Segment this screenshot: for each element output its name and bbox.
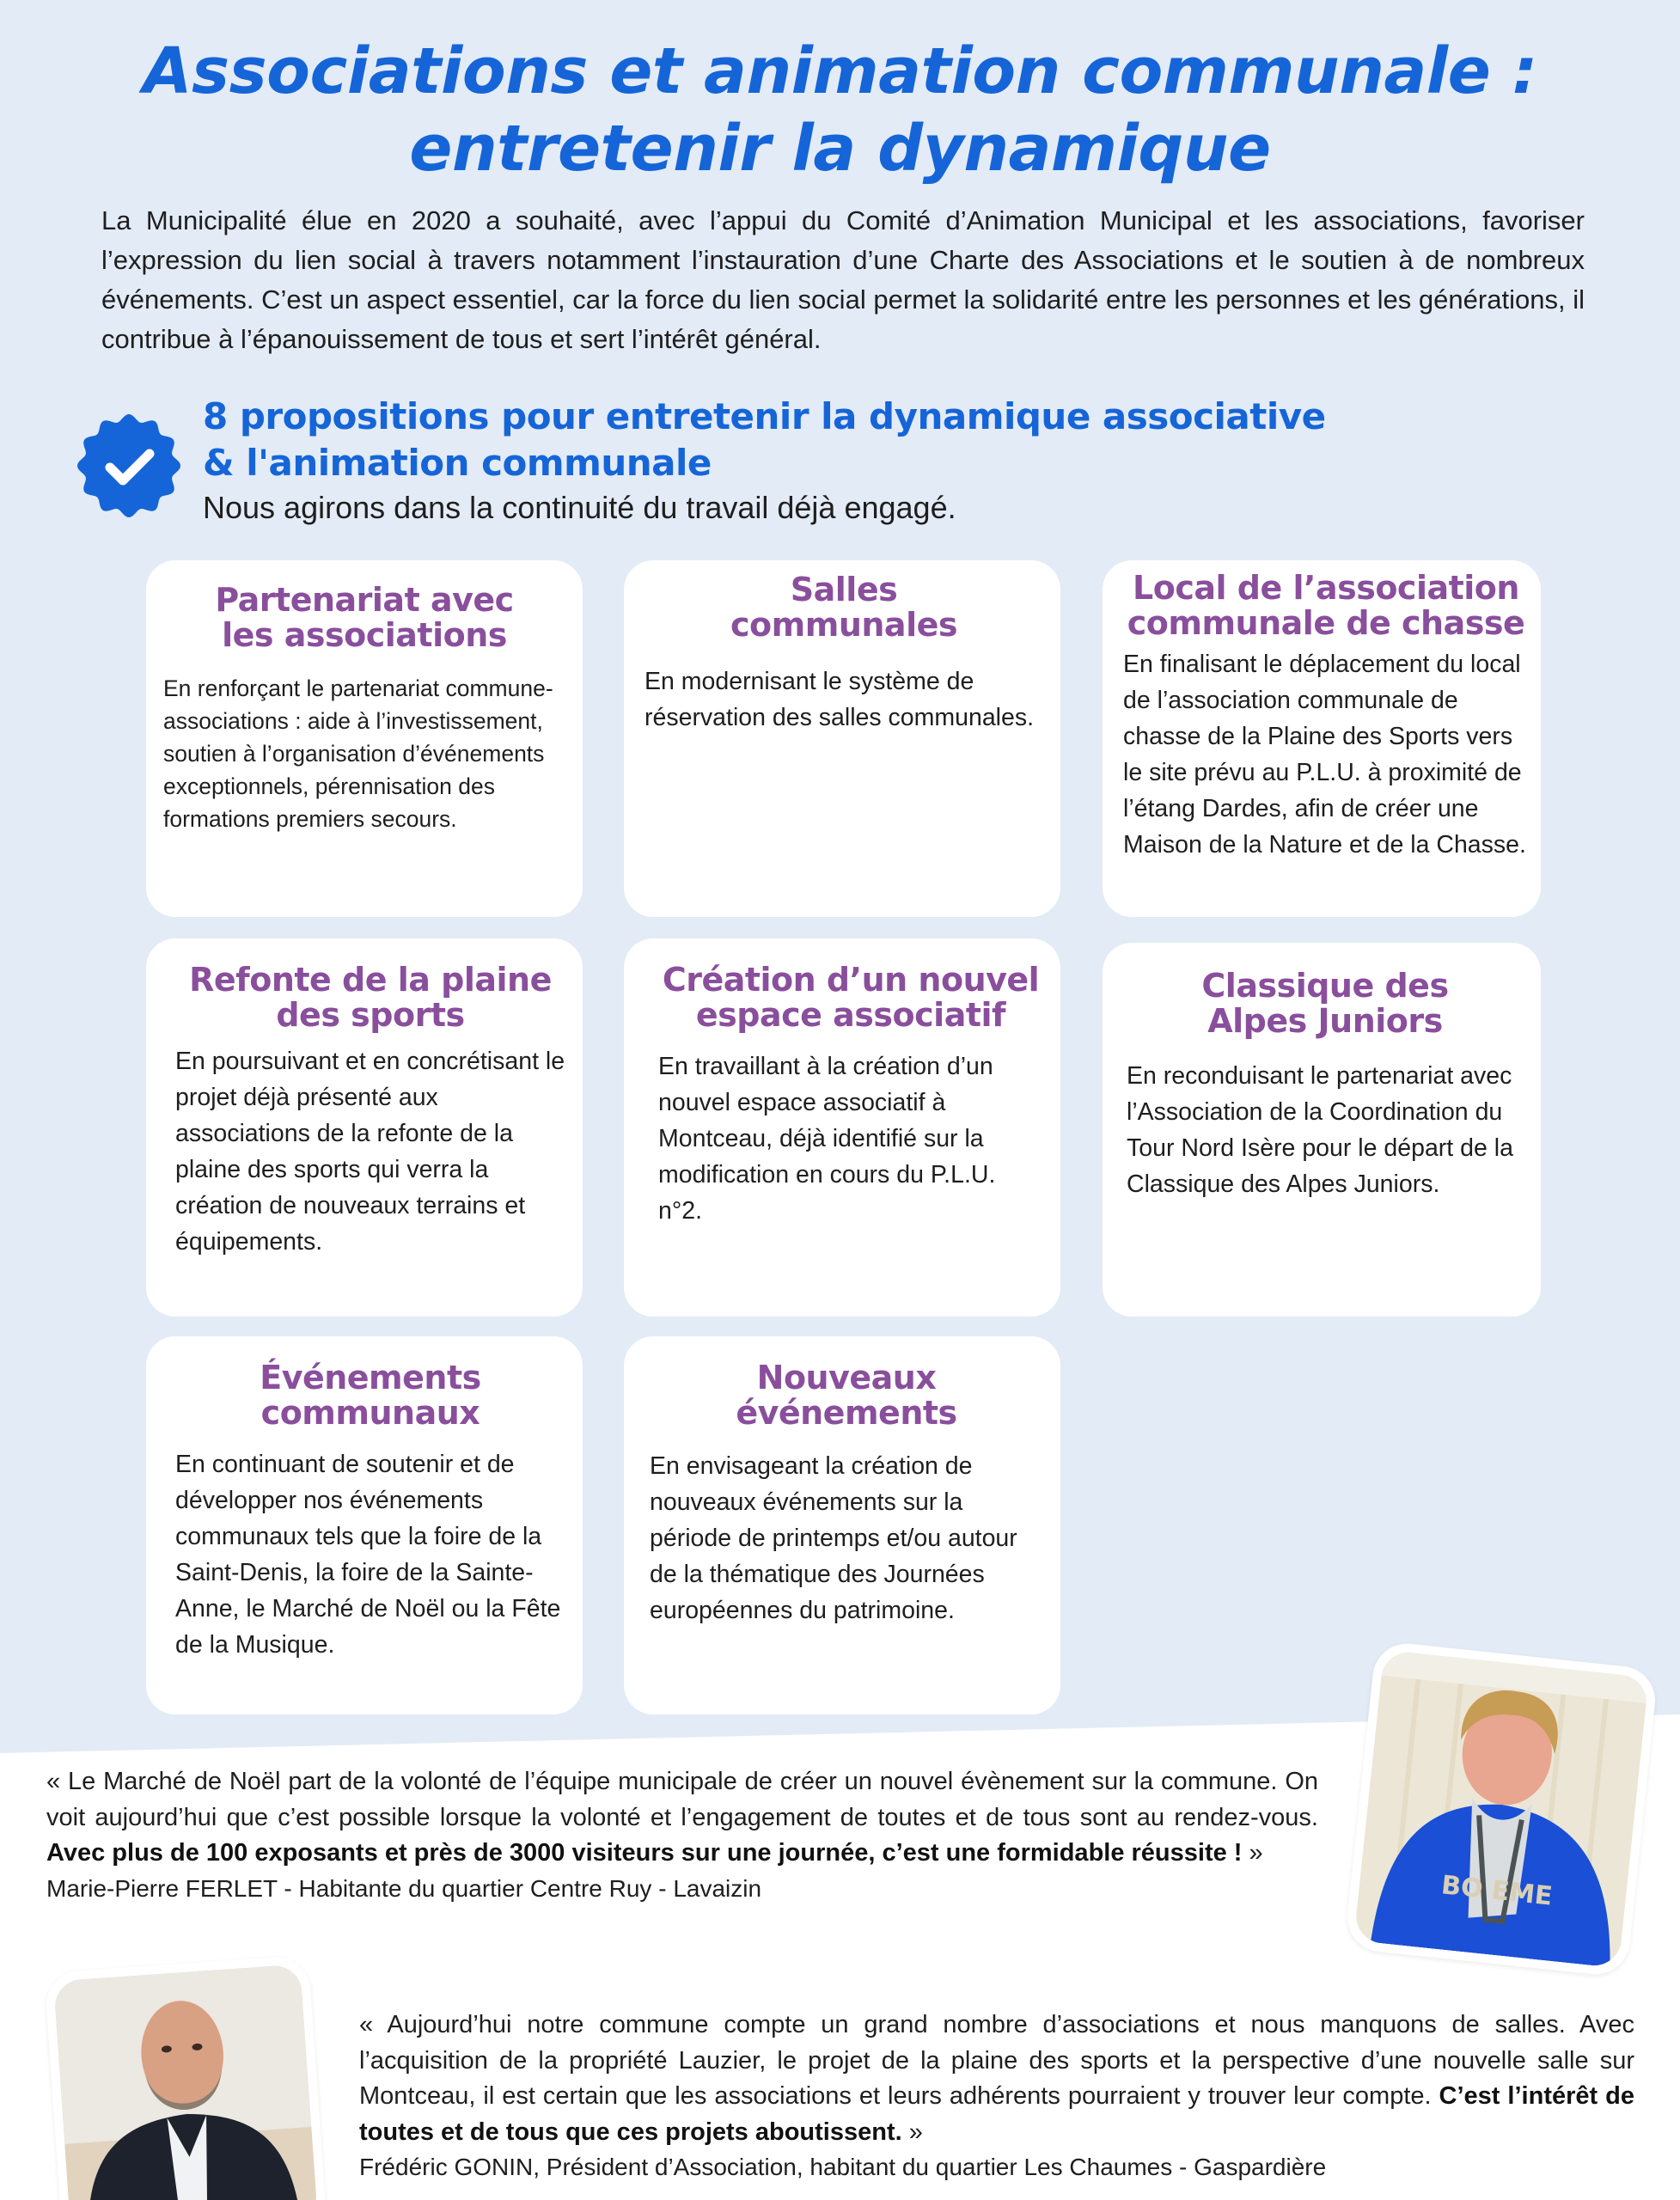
proposal-card-evenements-communaux	[146, 1336, 583, 1714]
proposal-text: En continuant de soutenir et de développer nos événements communaux tels que la foire de la Saint-Denis, la foire de la Sainte-Anne, le Marché de Noël ou la Fête de la Musique.	[175, 1451, 561, 1659]
verified-badge-icon	[74, 411, 184, 521]
photo-gonin	[44, 1955, 327, 2200]
proposal-card-salles	[624, 560, 1060, 917]
proposal-title: Événements communaux	[260, 1359, 481, 1432]
proposal-text: En envisageant la création de nouveaux événements sur la période de printemps et/ou autour de la thématique des Journées européennes du patrimoine.	[650, 1452, 1017, 1624]
section-header	[203, 394, 1406, 529]
proposal-text: En poursuivant et en concrétisant le projet déjà présenté aux associations de la refonte de la plaine des sports qui verra la création de nouveaux terrains et équipements.	[175, 1048, 565, 1256]
proposal-text: En travaillant à la création d’un nouvel espace associatif à Montceau, déjà identifié sur la modification en cours du P.L.U. n°2.	[658, 1053, 996, 1225]
proposal-title: Classique des Alpes Juniors	[1201, 967, 1449, 1040]
proposal-card-espace-associatif	[624, 938, 1060, 1317]
page-title-line-1: Associations et animation communale :	[143, 34, 1537, 108]
proposal-title: Local de l’association communale de chasse	[1127, 569, 1525, 642]
proposal-card-local-chasse	[1103, 560, 1541, 917]
proposal-card-plaine-sports	[146, 938, 583, 1317]
testimonial-quote: « Le Marché de Noël part de la volonté de l’équipe municipale de créer un nouvel évènement sur la commune. On voit aujourd’hui que c’est possible lorsque la volonté et l’engagement de toutes et de tous sont au rendez-vous. Avec plus de 100 exposants et près de 3000 visiteurs sur une journée, c’est une formidable réussite ! »	[46, 1768, 1318, 1867]
svg-text:BO EME: BO EME	[1439, 1870, 1555, 1912]
proposal-title: Nouveaux événements	[736, 1359, 957, 1432]
portrait-man-image	[53, 1964, 318, 2200]
proposal-text: En finalisant le déplacement du local de l’association communale de chasse de la Plaine des Sports vers le site prévu au P.L.U. à proximité de l’étang Dardes, afin de créer une Maison de la Nature et de la Chasse.	[1123, 651, 1526, 859]
portrait-woman-image	[1353, 1650, 1649, 1969]
section-title: 8 propositions pour entretenir la dynamique associative & l'animation communale	[203, 395, 1326, 484]
proposal-text: En renforçant le partenariat commune-associations : aide à l’investissement, soutien à l’organisation d’événements exceptionnels, pérennisation des formations premiers secours.	[163, 675, 553, 832]
proposal-title: Partenariat avec les associations	[215, 581, 514, 654]
proposal-card-nouveaux-evenements	[624, 1336, 1060, 1714]
intro-paragraph: La Municipalité élue en 2020 a souhaité, avec l’appui du Comité d’Animation Municipal et les associations, favoriser l’expression du lien social à travers notamment l’instauration d’une Charte des Associations et le soutien à de nombreux événements. C’est un aspect essentiel, car la force du lien social permet la solidarité entre les personnes et les générations, il contribue à l’épanouissement de tous et sert l’intérêt général.	[101, 205, 1585, 354]
photo-ferlet	[1344, 1641, 1659, 1978]
proposal-text: En reconduisant le partenariat avec l’Association de la Coordination du Tour Nord Isère pour le départ de la Classique des Alpes Juniors.	[1127, 1062, 1513, 1198]
section-subtitle: Nous agirons dans la continuité du travail déjà engagé.	[203, 490, 956, 525]
proposal-text: En modernisant le système de réservation des salles communales.	[645, 668, 1035, 731]
testimonial-author: Marie-Pierre FERLET - Habitante du quartier Centre Ruy - Lavaizin	[46, 1874, 762, 1902]
page-title	[0, 33, 1680, 187]
proposal-title: Refonte de la plaine des sports	[189, 961, 552, 1034]
proposal-title: Salles communales	[730, 571, 957, 644]
proposal-title: Création d’un nouvel espace associatif	[662, 961, 1040, 1034]
proposal-card-partenariat	[146, 560, 583, 917]
testimonial-gonin	[359, 2008, 1634, 2185]
proposal-card-classique-alpes	[1103, 943, 1541, 1317]
page-title-line-2: entretenir la dynamique	[409, 112, 1271, 186]
testimonial-author: Frédéric GONIN, Président d’Association, habitant du quartier Les Chaumes - Gaspardière	[359, 2154, 1327, 2180]
testimonial-ferlet	[46, 1764, 1318, 1906]
testimonial-quote: « Aujourd’hui notre commune compte un grand nombre d’associations et nous manquons de salles. Avec l’acquisition de la propriété Lauzier, le projet de la plaine des sports et la perspective d’une nouvelle salle sur Montceau, il est certain que les associations et leurs adhérents pourraient y trouver leur compte. C’est l’intérêt de toutes et de tous que ces projets aboutissent. »	[359, 2011, 1634, 2146]
